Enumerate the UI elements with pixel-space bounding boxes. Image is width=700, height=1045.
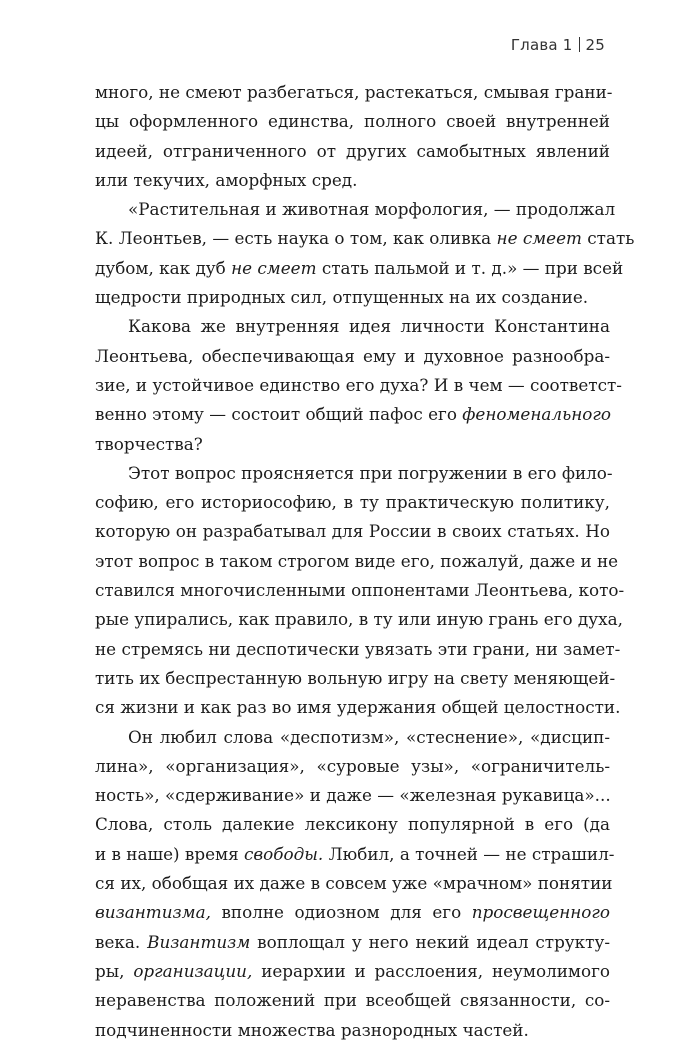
text-segment: неравенства положений при всеобщей связанности, со- (95, 990, 610, 1011)
italic-segment: феноменального (462, 404, 611, 425)
italic-segment: просвещенного (471, 902, 610, 923)
italic-segment: византизма, (95, 902, 211, 923)
header-separator (579, 37, 580, 52)
text-segment: которую он разрабатывал для России в своих статьях. Но (95, 521, 610, 542)
text-segment: стать пальмой и т. д.» — при всей (316, 257, 624, 278)
text-line (95, 430, 610, 459)
chapter-label: Глава 1 (510, 36, 573, 54)
text-line (95, 576, 625, 605)
text-segment: лина», «организация», «суровые узы», «ограничитель- (95, 755, 610, 776)
text-segment: века. (95, 931, 148, 952)
italic-segment: Византизм (147, 931, 251, 952)
text-line (95, 986, 610, 1015)
text-segment: рые упирались, как правило, в ту или иную грань его духа, (95, 609, 623, 630)
text-line (95, 752, 610, 781)
text-line (95, 78, 613, 107)
text-line (95, 781, 610, 810)
text-segment: цы оформленного единства, полного своей внутренней (95, 111, 610, 132)
text-line (95, 224, 635, 253)
text-segment: Какова же внутренняя идея личности Константина (128, 316, 610, 337)
text-line (95, 547, 619, 576)
text-segment: воплощал у него некий идеал структу- (250, 931, 610, 952)
text-segment: К. Леонтьев, — есть наука о том, как оливка (95, 228, 497, 249)
text-line (95, 283, 610, 312)
text-line (95, 928, 610, 957)
text-line (95, 840, 615, 869)
text-line (95, 723, 610, 752)
text-segment: не стремясь ни деспотически увязать эти грани, ни замет- (95, 638, 621, 659)
text-line (95, 869, 613, 898)
text-segment: этот вопрос в таком строгом виде его, пожалуй, даже и не (95, 550, 619, 571)
text-line (95, 137, 610, 166)
text-segment: иерархии и расслоения, неумолимого (252, 960, 610, 981)
text-segment: зие, и устойчивое единство его духа? И в чем — соответст- (95, 374, 622, 395)
text-segment: венно этому — состоит общий пафос его (95, 404, 463, 425)
text-segment: или текучих, аморфных сред. (95, 169, 358, 190)
text-segment: стать (581, 228, 635, 249)
text-segment: идеей, отграниченного от других самобытных явлений (95, 140, 610, 161)
text-segment: вполне одиозном для его (210, 902, 472, 923)
page-number: 25 (585, 36, 605, 54)
text-line (95, 312, 610, 341)
text-segment: Слова, столь далекие лексикону популярной в его (да (95, 814, 610, 835)
text-line (95, 664, 616, 693)
text-segment: Этот вопрос проясняется при погружении в его фило- (128, 462, 613, 483)
text-segment: много, не смеют разбегаться, растекаться, смывая грани- (95, 82, 613, 102)
text-line (95, 898, 610, 927)
body-text (95, 78, 635, 1045)
text-segment: софию, его историософию, в ту практическую политику, (95, 492, 610, 513)
text-line (95, 459, 613, 488)
text-line (95, 810, 610, 839)
text-line (95, 107, 610, 136)
italic-segment: организации, (133, 960, 253, 981)
text-line (95, 166, 610, 195)
text-segment: ся их, обобщая их даже в совсем уже «мрачном» понятии (95, 873, 613, 894)
text-segment: «Растительная и животная морфология, — продолжал (128, 199, 616, 220)
text-segment: ры, (95, 960, 134, 981)
text-line (95, 488, 610, 517)
text-line (95, 254, 624, 283)
text-segment: Леонтьева, обеспечивающая ему и духовное разнообра- (95, 345, 610, 366)
text-line (95, 1016, 610, 1045)
text-segment: творчества? (95, 433, 203, 454)
text-line (95, 195, 616, 224)
text-segment: дубом, как дуб (95, 257, 232, 278)
text-segment: подчиненности множества разнородных частей. (95, 1019, 529, 1040)
italic-segment: не смеет (496, 228, 582, 249)
text-segment: ставился многочисленными оппонентами Леонтьева, кото- (95, 580, 625, 601)
text-segment: Любил, а точней — не страшил- (323, 843, 615, 864)
text-line (95, 693, 621, 722)
text-line (95, 605, 623, 634)
text-segment: тить их беспрестанную вольную игру на свету меняющей- (95, 667, 616, 688)
text-line (95, 517, 610, 546)
text-segment: и в наше) время (95, 843, 244, 864)
text-segment: ся жизни и как раз во имя удержания общей целостности. (95, 697, 621, 718)
italic-segment: не смеет (231, 257, 317, 278)
text-line (95, 371, 622, 400)
running-header (511, 36, 605, 54)
text-segment: щедрости природных сил, отпущенных на их создание. (95, 287, 589, 308)
text-line (95, 400, 610, 429)
text-line (95, 957, 610, 986)
text-line (95, 342, 610, 371)
text-segment: Он любил слова «деспотизм», «стеснение», «дисцип- (128, 726, 610, 747)
text-line (95, 635, 621, 664)
italic-segment: свободы. (244, 843, 324, 864)
text-segment: ность», «сдерживание» и даже — «железная рукавица»... (95, 785, 611, 806)
